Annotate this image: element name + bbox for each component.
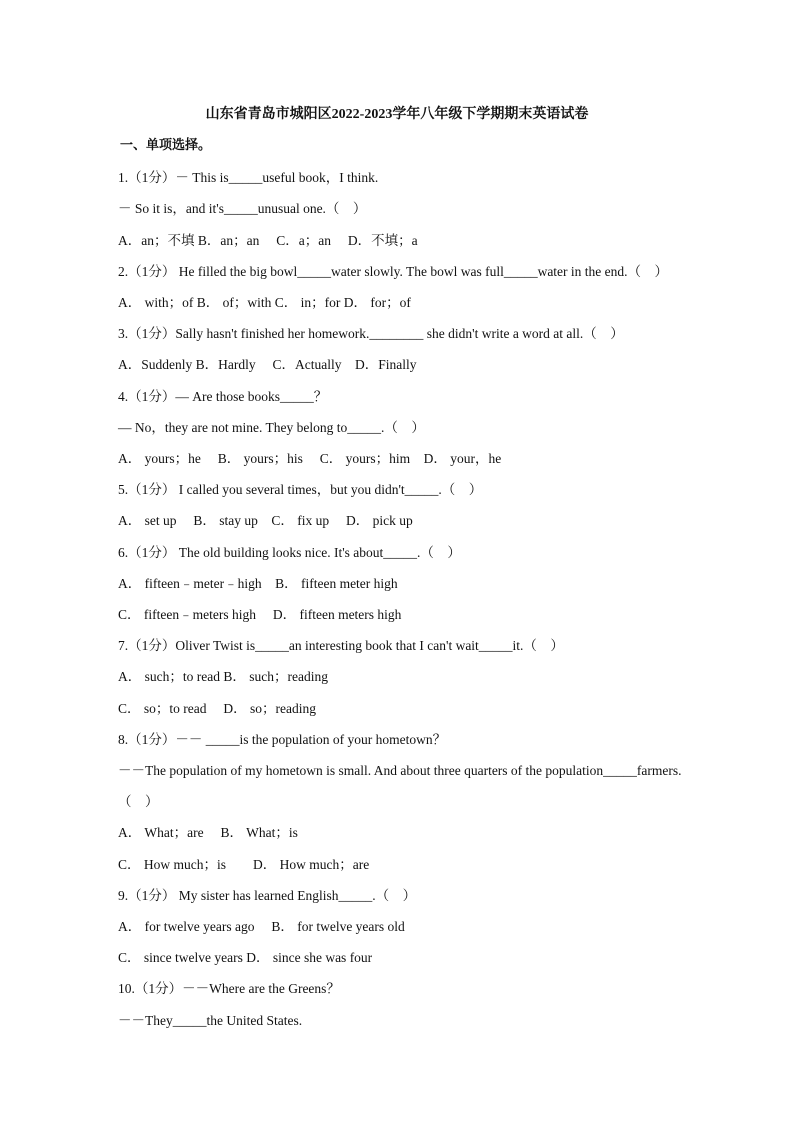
question-5: 5.（1分） I called you several times，but you didn't_____.（ ） <box>118 482 483 497</box>
question-6-options-ab: A． fifteen﹣meter﹣high B． fifteen meter high <box>118 576 398 591</box>
question-6-options-cd: C． fifteen﹣meters high D． fifteen meters high <box>118 607 402 622</box>
question-8-options-ab: A． What；are B． What；is <box>118 825 298 840</box>
question-9-options-ab: A． for twelve years ago B． for twelve years old <box>118 919 405 934</box>
question-9: 9.（1分） My sister has learned English_____.（ ） <box>118 888 417 903</box>
question-9-options-cd: C． since twelve years D． since she was four <box>118 950 373 965</box>
question-7-options-ab: A． such；to read B． such；reading <box>118 669 328 684</box>
question-4-dialog: — No，they are not mine. They belong to_____.（ ） <box>118 420 425 435</box>
question-8-dialog: －－The population of my hometown is small. And about three quarters of the population_____farmers. <box>118 763 682 778</box>
section-heading: 一、单项选择。 <box>120 138 212 153</box>
question-2: 2.（1分） He filled the big bowl_____water slowly. The bowl was full_____water in the end.（ ） <box>118 264 669 279</box>
question-10-dialog: －－They_____the United States. <box>118 1013 303 1028</box>
question-1: 1.（1分）－ This is_____useful book，I think. <box>118 170 379 185</box>
question-10: 10.（1分）－－Where are the Greens？ <box>118 981 340 996</box>
question-2-options: A． with；of B． of；with C． in；for D． for；of <box>118 295 411 310</box>
question-7-options-cd: C． so；to read D． so；reading <box>118 701 316 716</box>
question-8: 8.（1分）－－ _____is the population of your hometown？ <box>118 732 447 747</box>
question-1-options: A．an；不填 B．an；an C．a；an D．不填；a <box>118 233 418 248</box>
question-7: 7.（1分）Oliver Twist is_____an interesting book that I can't wait_____it.（ ） <box>118 638 564 653</box>
question-5-options: A． set up B． stay up C． fix up D． pick up <box>118 513 413 528</box>
question-1-dialog: － So it is，and it's_____unusual one.（ ） <box>118 201 367 216</box>
question-3-options: A．Suddenly B．Hardly C．Actually D．Finally <box>118 357 417 372</box>
question-3: 3.（1分）Sally hasn't finished her homework.________ she didn't write a word at all.（ ） <box>118 326 624 341</box>
question-4: 4.（1分）— Are those books_____？ <box>118 389 328 404</box>
question-6: 6.（1分） The old building looks nice. It's about_____.（ ） <box>118 545 461 560</box>
question-8-bracket: （ ） <box>118 794 159 809</box>
question-4-options: A． yours；he B． yours；his C． yours；him D． your，he <box>118 451 502 466</box>
question-8-options-cd: C． How much；is D． How much；are <box>118 857 370 872</box>
page-title: 山东省青岛市城阳区2022-2023学年八年级下学期期末英语试卷 <box>205 107 589 122</box>
